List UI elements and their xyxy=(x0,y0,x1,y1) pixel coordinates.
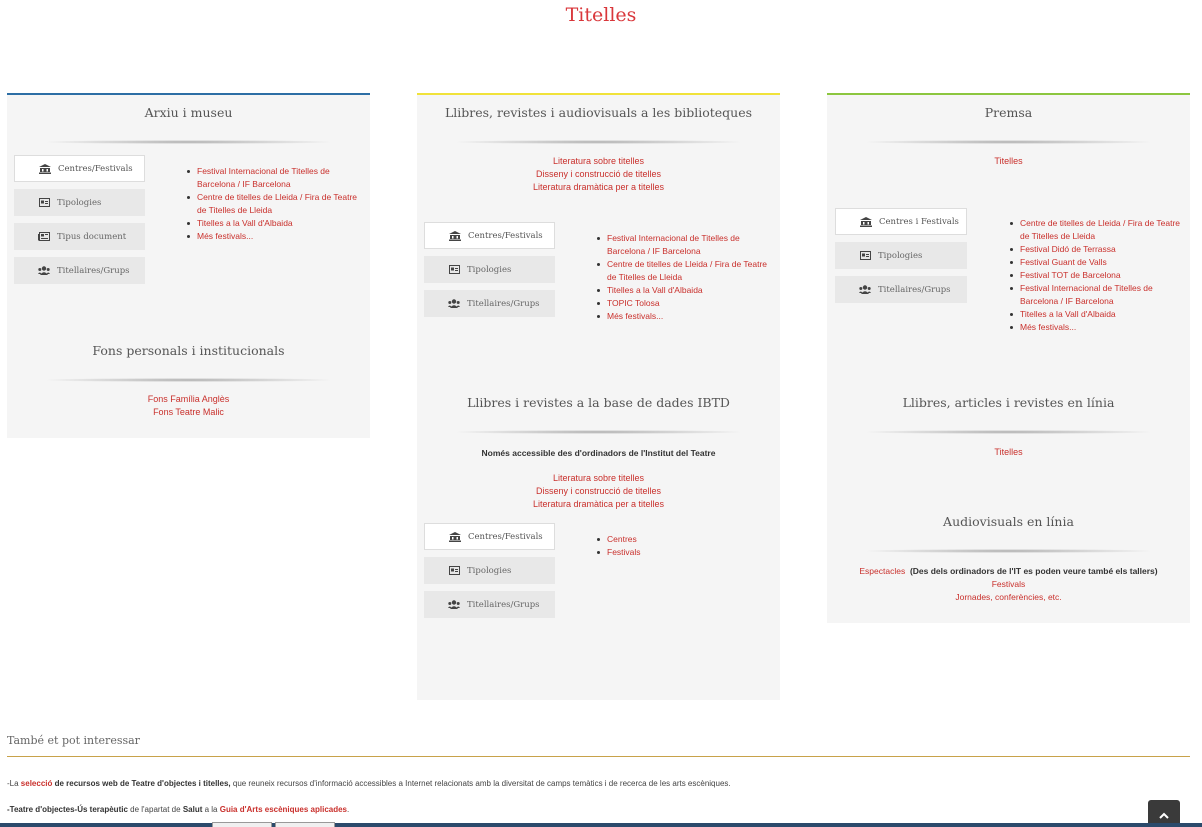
link-literatura-titelles[interactable]: Literatura sobre titelles xyxy=(552,473,645,483)
tab-label: Tipologies xyxy=(57,197,102,208)
biblioteques-links xyxy=(417,155,780,194)
text-bold: de recursos web de Teatre d'objectes i titelles, xyxy=(52,779,231,788)
section-title-fons: Fons personals i institucionals xyxy=(92,343,285,358)
list-item[interactable]: Titelles a la Vall d'Albaida xyxy=(596,284,772,297)
list-item[interactable]: Festival Guant de Valls xyxy=(1009,256,1185,269)
also-interested-divider xyxy=(7,756,1190,757)
tab-label: Centres/Festivals xyxy=(468,531,543,542)
section-title-audiovisuals: Audiovisuals en línia xyxy=(943,514,1074,529)
link-fons-teatre-malic[interactable]: Fons Teatre Malic xyxy=(153,407,224,417)
link-festivals[interactable]: Festivals xyxy=(991,579,1026,589)
section-divider xyxy=(47,378,330,382)
audiovisuals-jornades-line xyxy=(827,591,1190,604)
tab-centres-festivals[interactable] xyxy=(424,523,555,550)
building-icon xyxy=(449,231,461,241)
section-divider xyxy=(867,140,1150,144)
link-literatura-titelles[interactable]: Literatura sobre titelles xyxy=(552,156,645,166)
tabs-premsa xyxy=(835,208,967,310)
tab-centres-festivals[interactable] xyxy=(14,155,145,182)
list-item[interactable]: Festival Internacional de Titelles de Barcelona / IF Barcelona xyxy=(1009,282,1185,308)
tabs-ibtd xyxy=(424,523,555,625)
panel-biblioteques xyxy=(417,93,780,700)
audiovisuals-note: (Des dels ordinadors de l'IT es poden veure també els tallers) xyxy=(909,566,1158,576)
link-literatura-dramatica[interactable]: Literatura dramàtica per a titelles xyxy=(532,182,665,192)
tab-tipus-document[interactable] xyxy=(14,223,145,250)
ibtd-list xyxy=(596,533,772,559)
festivals-list xyxy=(596,232,772,323)
tab-label: Tipologies xyxy=(467,565,512,576)
tab-label: Tipologies xyxy=(878,250,923,261)
section-title-biblioteques: Llibres, revistes i audiovisuals a les biblioteques xyxy=(444,105,753,120)
tab-centres-festivals[interactable] xyxy=(424,222,555,249)
tab-label: Centres i Festivals xyxy=(879,216,959,227)
link-disseny-construccio[interactable]: Disseny i construcció de titelles xyxy=(535,169,662,179)
audiovisuals-espectacles-line xyxy=(827,565,1190,578)
section-divider xyxy=(867,549,1150,553)
text: . xyxy=(347,805,350,814)
text-bold: -Teatre d'objectes-Ús terapèutic xyxy=(7,805,128,814)
tab-centres-i-festivals[interactable] xyxy=(835,208,967,235)
list-item[interactable]: Titelles a la Vall d'Albaida xyxy=(186,217,362,230)
building-icon xyxy=(449,532,461,542)
newspaper-icon xyxy=(38,232,50,241)
id-card-icon xyxy=(38,198,50,207)
tab-label: Titellaires/Grups xyxy=(467,599,540,610)
id-card-icon xyxy=(448,566,460,575)
link-premsa-titelles[interactable]: Titelles xyxy=(994,156,1023,166)
section-divider xyxy=(457,140,740,144)
list-item[interactable]: Més festivals... xyxy=(186,230,362,243)
tab-titellaires-grups[interactable] xyxy=(424,290,555,317)
section-title-arxiu: Arxiu i museu xyxy=(144,105,233,120)
text: de l'apartat de xyxy=(127,805,183,814)
section-divider xyxy=(457,430,740,434)
fons-links xyxy=(7,393,370,419)
tab-label: Titellaires/Grups xyxy=(57,265,130,276)
building-icon xyxy=(860,217,872,227)
ibtd-access-note: Només accessible des d'ordinadors de l'Institut del Teatre xyxy=(481,448,716,458)
section-title-en-linia: Llibres, articles i revistes en línia xyxy=(902,395,1115,410)
text: a la xyxy=(202,805,220,814)
link-online-titelles[interactable]: Titelles xyxy=(994,447,1023,457)
list-item[interactable]: Centre de titelles de Lleida / Fira de Teatre de Titelles de Lleida xyxy=(596,258,772,284)
tab-label: Tipologies xyxy=(467,264,512,275)
tabs-arxiu xyxy=(14,155,145,291)
users-icon xyxy=(859,285,871,294)
building-icon xyxy=(39,164,51,174)
users-icon xyxy=(448,600,460,609)
list-item[interactable]: Centre de titelles de Lleida / Fira de Teatre de Titelles de Lleida xyxy=(186,191,362,217)
list-item[interactable]: Festival TOT de Barcelona xyxy=(1009,269,1185,282)
tab-titellaires-grups[interactable] xyxy=(835,276,967,303)
list-item[interactable]: Més festivals... xyxy=(596,310,772,323)
users-icon xyxy=(448,299,460,308)
link-seleccio[interactable]: selecció xyxy=(20,779,53,788)
premsa-links xyxy=(827,155,1190,168)
tab-label: Tipus document xyxy=(57,231,127,242)
ibtd-links xyxy=(417,472,780,511)
text: -La xyxy=(7,779,21,788)
bottom-tab[interactable] xyxy=(275,822,335,827)
list-item[interactable]: Festivals xyxy=(596,546,772,559)
online-links xyxy=(827,446,1190,459)
list-item[interactable]: Festival Internacional de Titelles de Barcelona / IF Barcelona xyxy=(596,232,772,258)
link-literatura-dramatica[interactable]: Literatura dramàtica per a titelles xyxy=(532,499,665,509)
tab-label: Titellaires/Grups xyxy=(878,284,951,295)
panel-premsa xyxy=(827,93,1190,623)
tab-titellaires-grups[interactable] xyxy=(424,591,555,618)
list-item[interactable]: Centre de titelles de Lleida / Fira de Teatre de Titelles de Lleida xyxy=(1009,217,1185,243)
page-title: Titelles xyxy=(565,4,637,26)
list-item[interactable]: Festival Internacional de Titelles de Barcelona / IF Barcelona xyxy=(186,165,362,191)
section-title-ibtd: Llibres i revistes a la base de dades IBTD xyxy=(467,395,730,410)
festivals-list xyxy=(1009,217,1185,334)
bottom-bar xyxy=(0,823,1202,827)
id-card-icon xyxy=(859,251,871,260)
tabs-biblioteques xyxy=(424,222,555,324)
bottom-tab[interactable] xyxy=(212,822,272,827)
also-interested-title: També et pot interessar xyxy=(7,734,140,747)
tab-label: Centres/Festivals xyxy=(58,163,133,174)
text-bold: Salut xyxy=(182,805,203,814)
link-fons-familia-angles[interactable]: Fons Família Anglès xyxy=(147,394,230,404)
id-card-icon xyxy=(448,265,460,274)
tab-tipologies[interactable] xyxy=(424,557,555,584)
list-item[interactable]: Festival Didó de Terrassa xyxy=(1009,243,1185,256)
list-item[interactable]: TOPIC Tolosa xyxy=(596,297,772,310)
section-title-premsa: Premsa xyxy=(984,105,1033,120)
tab-tipologies[interactable] xyxy=(835,242,967,269)
list-item[interactable]: Titelles a la Vall d'Albaida xyxy=(1009,308,1185,321)
link-disseny-construccio[interactable]: Disseny i construcció de titelles xyxy=(535,486,662,496)
tab-tipologies[interactable] xyxy=(424,256,555,283)
audiovisuals-festivals-line xyxy=(827,578,1190,591)
section-divider xyxy=(47,140,330,144)
tab-tipologies[interactable] xyxy=(14,189,145,216)
also-paragraph-2 xyxy=(7,805,349,814)
tab-label: Titellaires/Grups xyxy=(467,298,540,309)
festivals-list xyxy=(186,165,362,243)
list-item[interactable]: Centres xyxy=(596,533,772,546)
tab-titellaires-grups[interactable] xyxy=(14,257,145,284)
also-paragraph-1 xyxy=(7,779,731,788)
tab-label: Centres/Festivals xyxy=(468,230,543,241)
list-item[interactable]: Més festivals... xyxy=(1009,321,1185,334)
link-espectacles[interactable]: Espectacles xyxy=(859,566,906,576)
users-icon xyxy=(38,266,50,275)
link-jornades[interactable]: Jornades, conferències, etc. xyxy=(955,592,1062,602)
section-divider xyxy=(867,430,1150,434)
text: que reuneix recursos d'informació accessibles a Internet relacionats amb la diversitat de camps temàtics i de recerca de les arts escèniques. xyxy=(230,779,731,788)
link-guia-arts-esceniques[interactable]: Guia d'Arts escèniques aplicades xyxy=(219,805,348,814)
panel-arxiu-museu xyxy=(7,93,370,438)
chevron-up-icon xyxy=(1159,804,1169,823)
